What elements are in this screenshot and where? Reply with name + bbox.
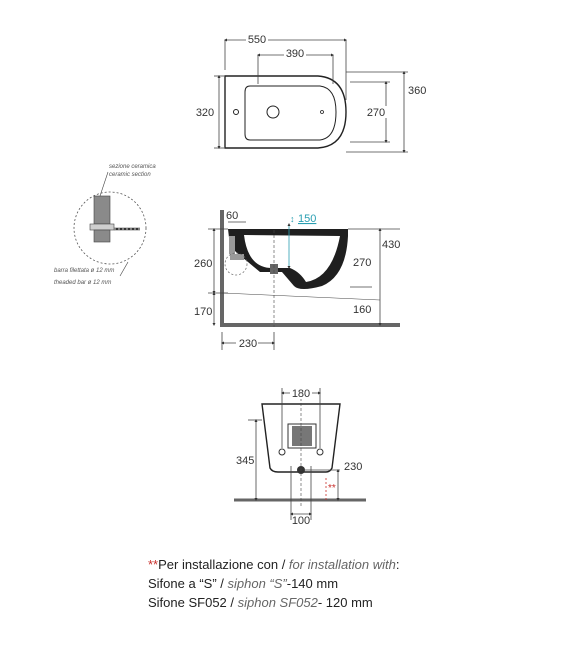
fixing-hole-icon	[234, 110, 239, 115]
dim-front-height: 345	[236, 455, 255, 467]
side-view	[194, 210, 400, 350]
caption-star: **	[148, 557, 159, 572]
caption-line1-end: :	[395, 557, 400, 572]
dim-front-outlet-height: 230	[344, 461, 363, 473]
dim-top-width-total: 550	[247, 34, 267, 46]
caption-line3-b: - 120 mm	[317, 595, 373, 610]
caption-line-1	[148, 555, 400, 574]
dim-side-depth-offset: 230	[238, 338, 258, 350]
top-view-basin	[245, 86, 336, 140]
dim-top-depth-total: 360	[408, 85, 427, 97]
top-view	[196, 33, 427, 152]
rim-height-arrow-icon: ↕	[290, 214, 295, 224]
detail-ceramic-it: sezione ceramica	[109, 164, 156, 170]
front-fixing-hole-icon	[279, 449, 285, 455]
caption-line3-a: Sifone SF052 /	[148, 595, 238, 610]
dim-front-outlet-spacing: 100	[291, 515, 311, 527]
dim-side-floor-right: 160	[353, 304, 372, 316]
dim-side-fixing-height: 260	[194, 258, 213, 270]
dim-side-total-height: 430	[382, 239, 401, 251]
dim-top-depth-inner: 270	[366, 107, 386, 119]
dim-top-width-inner: 390	[285, 48, 305, 60]
fixing-hole-icon	[321, 111, 324, 114]
caption-line2-a: Sifone a “S” /	[148, 576, 228, 591]
caption-line1-it: Per installazione con /	[158, 557, 289, 572]
caption-line2-b: -140 mm	[286, 576, 339, 591]
dim-side-body-height: 270	[353, 257, 372, 269]
detail-ceramic-en: ceramic section	[109, 172, 151, 178]
caption-line1-en: for installation with	[288, 557, 396, 572]
dim-side-wall-offset: 60	[226, 210, 239, 222]
front-fixing-hole-icon	[317, 449, 323, 455]
detail-bar-it: barra filettata ø 12 mm	[54, 268, 115, 274]
fixing-detail	[54, 164, 156, 286]
dim-side-rim-height: 150	[298, 213, 317, 225]
dim-side-floor-left: 170	[194, 306, 213, 318]
dim-front-fixing-spacing: 180	[291, 388, 311, 400]
caption-line3-en: siphon SF052	[237, 595, 318, 610]
front-star-mark: **	[328, 483, 336, 494]
caption-line2-en: siphon “S”	[227, 576, 287, 591]
dim-top-depth-left: 320	[195, 107, 215, 119]
front-view	[234, 387, 366, 527]
tap-hole-icon	[267, 106, 279, 118]
caption-line-2	[148, 574, 400, 593]
detail-bar-en: theaded bar ø 12 mm	[54, 280, 112, 286]
installation-caption	[148, 555, 400, 612]
caption-line-3	[148, 593, 400, 612]
